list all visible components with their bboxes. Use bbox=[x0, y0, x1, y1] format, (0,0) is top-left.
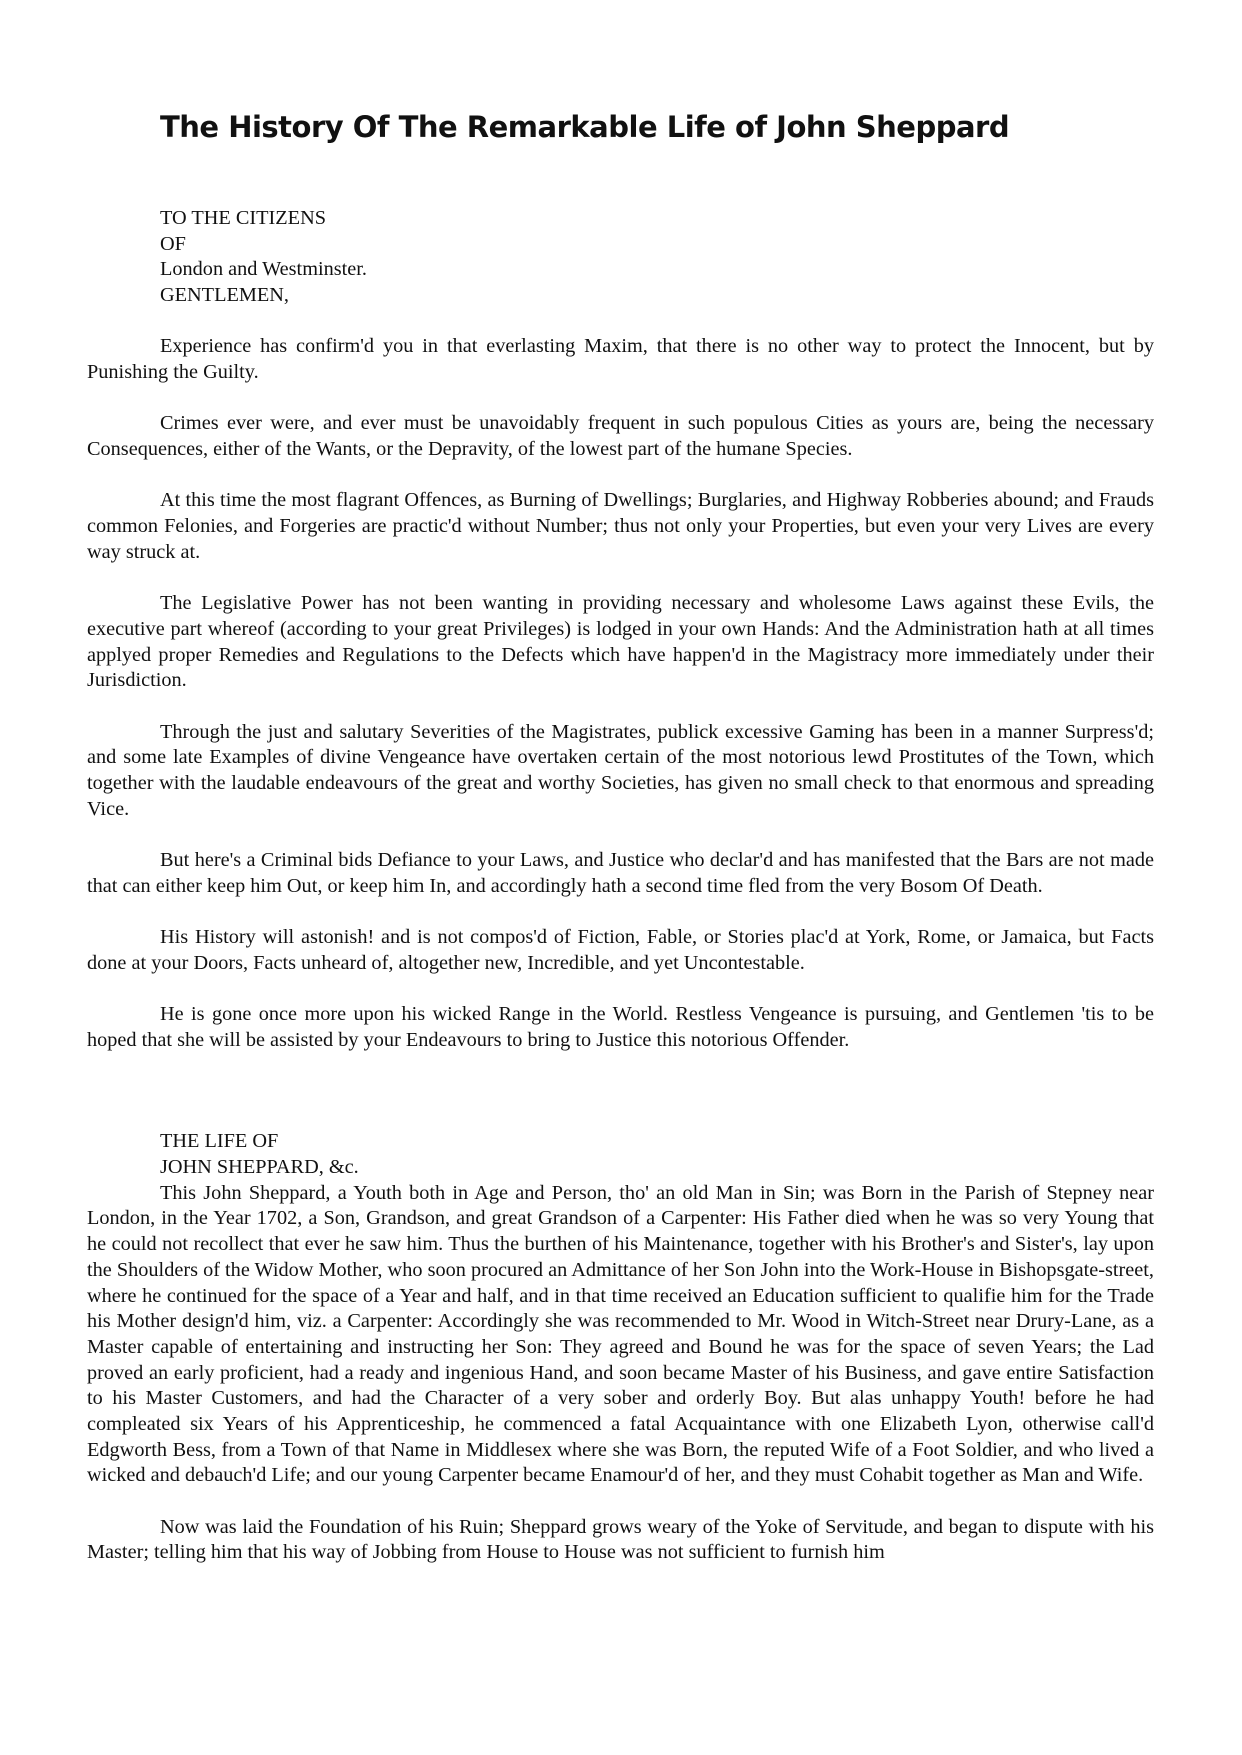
paragraph: This John Sheppard, a Youth both in Age and Person, tho' an old Man in Sin; was Born in the Parish of Stepney near London, in the Year 1702, a Son, Grandson, and great Grandson of a Carpenter: His Father died when he was so very Young that he could not recollect that ever he saw him. Thus the burthen of his Maintenance, together with his Brother's and Sister's, lay upon the Shoulders of the Widow Mother, who soon procured an Admittance of her Son John into the Work-House in Bishopsgate-street, where he continued for the space of a Year and half, and in that time received an Education sufficient to qualifie him for the Trade his Mother design'd him, viz. a Carpenter: Accordingly she was recommended to Mr. Wood in Witch-Street near Drury-Lane, as a Master capable of entertaining and instructing her Son: They agreed and Bound he was for the space of seven Years; the Lad proved an early proficient, had a ready and ingenious Hand, and soon became Master of his Business, and gave entire Satisfaction to his Master Customers, and had the Character of a very sober and orderly Boy. But alas unhappy Youth! before he had compleated six Years of his Apprenticeship, he commenced a fatal Acquaintance with one Elizabeth Lyon, otherwise call'd Edgworth Bess, from a Town of that Name in Middlesex where she was Born, the reputed Wife of a Foot Soldier, and who lived a wicked and debauch'd Life; and our young Carpenter became Enamour'd of her, and they must Cohabit together as Man and Wife. bbox=[87, 1181, 1154, 1487]
address-line: TO THE CITIZENS bbox=[160, 207, 326, 229]
paragraph: Experience has confirm'd you in that everlasting Maxim, that there is no other way to protect the Innocent, but by Punishing the Guilty. bbox=[87, 335, 1154, 384]
life-heading-line: JOHN SHEPPARD, &c. bbox=[160, 1156, 359, 1179]
document-title: The History Of The Remarkable Life of John Sheppard bbox=[160, 110, 1010, 144]
paragraph: But here's a Criminal bids Defiance to your Laws, and Justice who declar'd and has manifested that the Bars are not made that can either keep him Out, or keep him In, and accordingly hath a second time fled from the very Bosom Of Death. bbox=[87, 848, 1154, 897]
paragraph: His History will astonish! and is not compos'd of Fiction, Fable, or Stories plac'd at York, Rome, or Jamaica, but Facts done at your Doors, Facts unheard of, altogether new, Incredible, and yet Uncontestable. bbox=[87, 925, 1154, 974]
paragraph: The Legislative Power has not been wanting in providing necessary and wholesome Laws against these Evils, the executive part whereof (according to your great Privileges) is lodged in your own Hands: And the Administration hath at all times applyed proper Remedies and Regulations to the Defects which have happen'd in the Magistracy more immediately under their Jurisdiction. bbox=[87, 592, 1154, 692]
life-heading bbox=[87, 1129, 1154, 1180]
paragraph: Through the just and salutary Severities of the Magistrates, publick excessive Gaming has been in a manner Surpress'd; and some late Examples of divine Vengeance have overtaken certain of the most notorious lewd Prostitutes of the Town, which together with the laudable endeavours of the great and worthy Societies, has given no small check to that enormous and spreading Vice. bbox=[87, 720, 1154, 820]
paragraph: Now was laid the Foundation of his Ruin; Sheppard grows weary of the Yoke of Servitude, and began to dispute with his Master; telling him that his way of Jobbing from House to House was not sufficient to furnish him bbox=[87, 1515, 1154, 1564]
address-line: London and Westminster. bbox=[160, 258, 367, 281]
paragraph: At this time the most flagrant Offences, as Burning of Dwellings; Burglaries, and Highway Robberies abound; and Frauds common Felonies, and Forgeries are practic'd without Number; thus not only your Properties, but even your very Lives are every way struck at. bbox=[87, 489, 1154, 563]
dedication-address bbox=[87, 206, 1154, 309]
paragraph: Crimes ever were, and ever must be unavoidably frequent in such populous Cities as yours are, being the necessary Consequences, either of the Wants, or the Depravity, of the lowest part of the humane Species. bbox=[87, 412, 1154, 461]
address-line: GENTLEMEN, bbox=[160, 284, 289, 307]
life-heading-line: THE LIFE OF bbox=[160, 1130, 279, 1153]
paragraph: He is gone once more upon his wicked Range in the World. Restless Vengeance is pursuing, and Gentlemen 'tis to be hoped that she will be assisted by your Endeavours to bring to Justice this notorious Offender. bbox=[87, 1002, 1154, 1051]
document-body bbox=[87, 206, 1154, 1566]
address-line: OF bbox=[160, 232, 186, 255]
